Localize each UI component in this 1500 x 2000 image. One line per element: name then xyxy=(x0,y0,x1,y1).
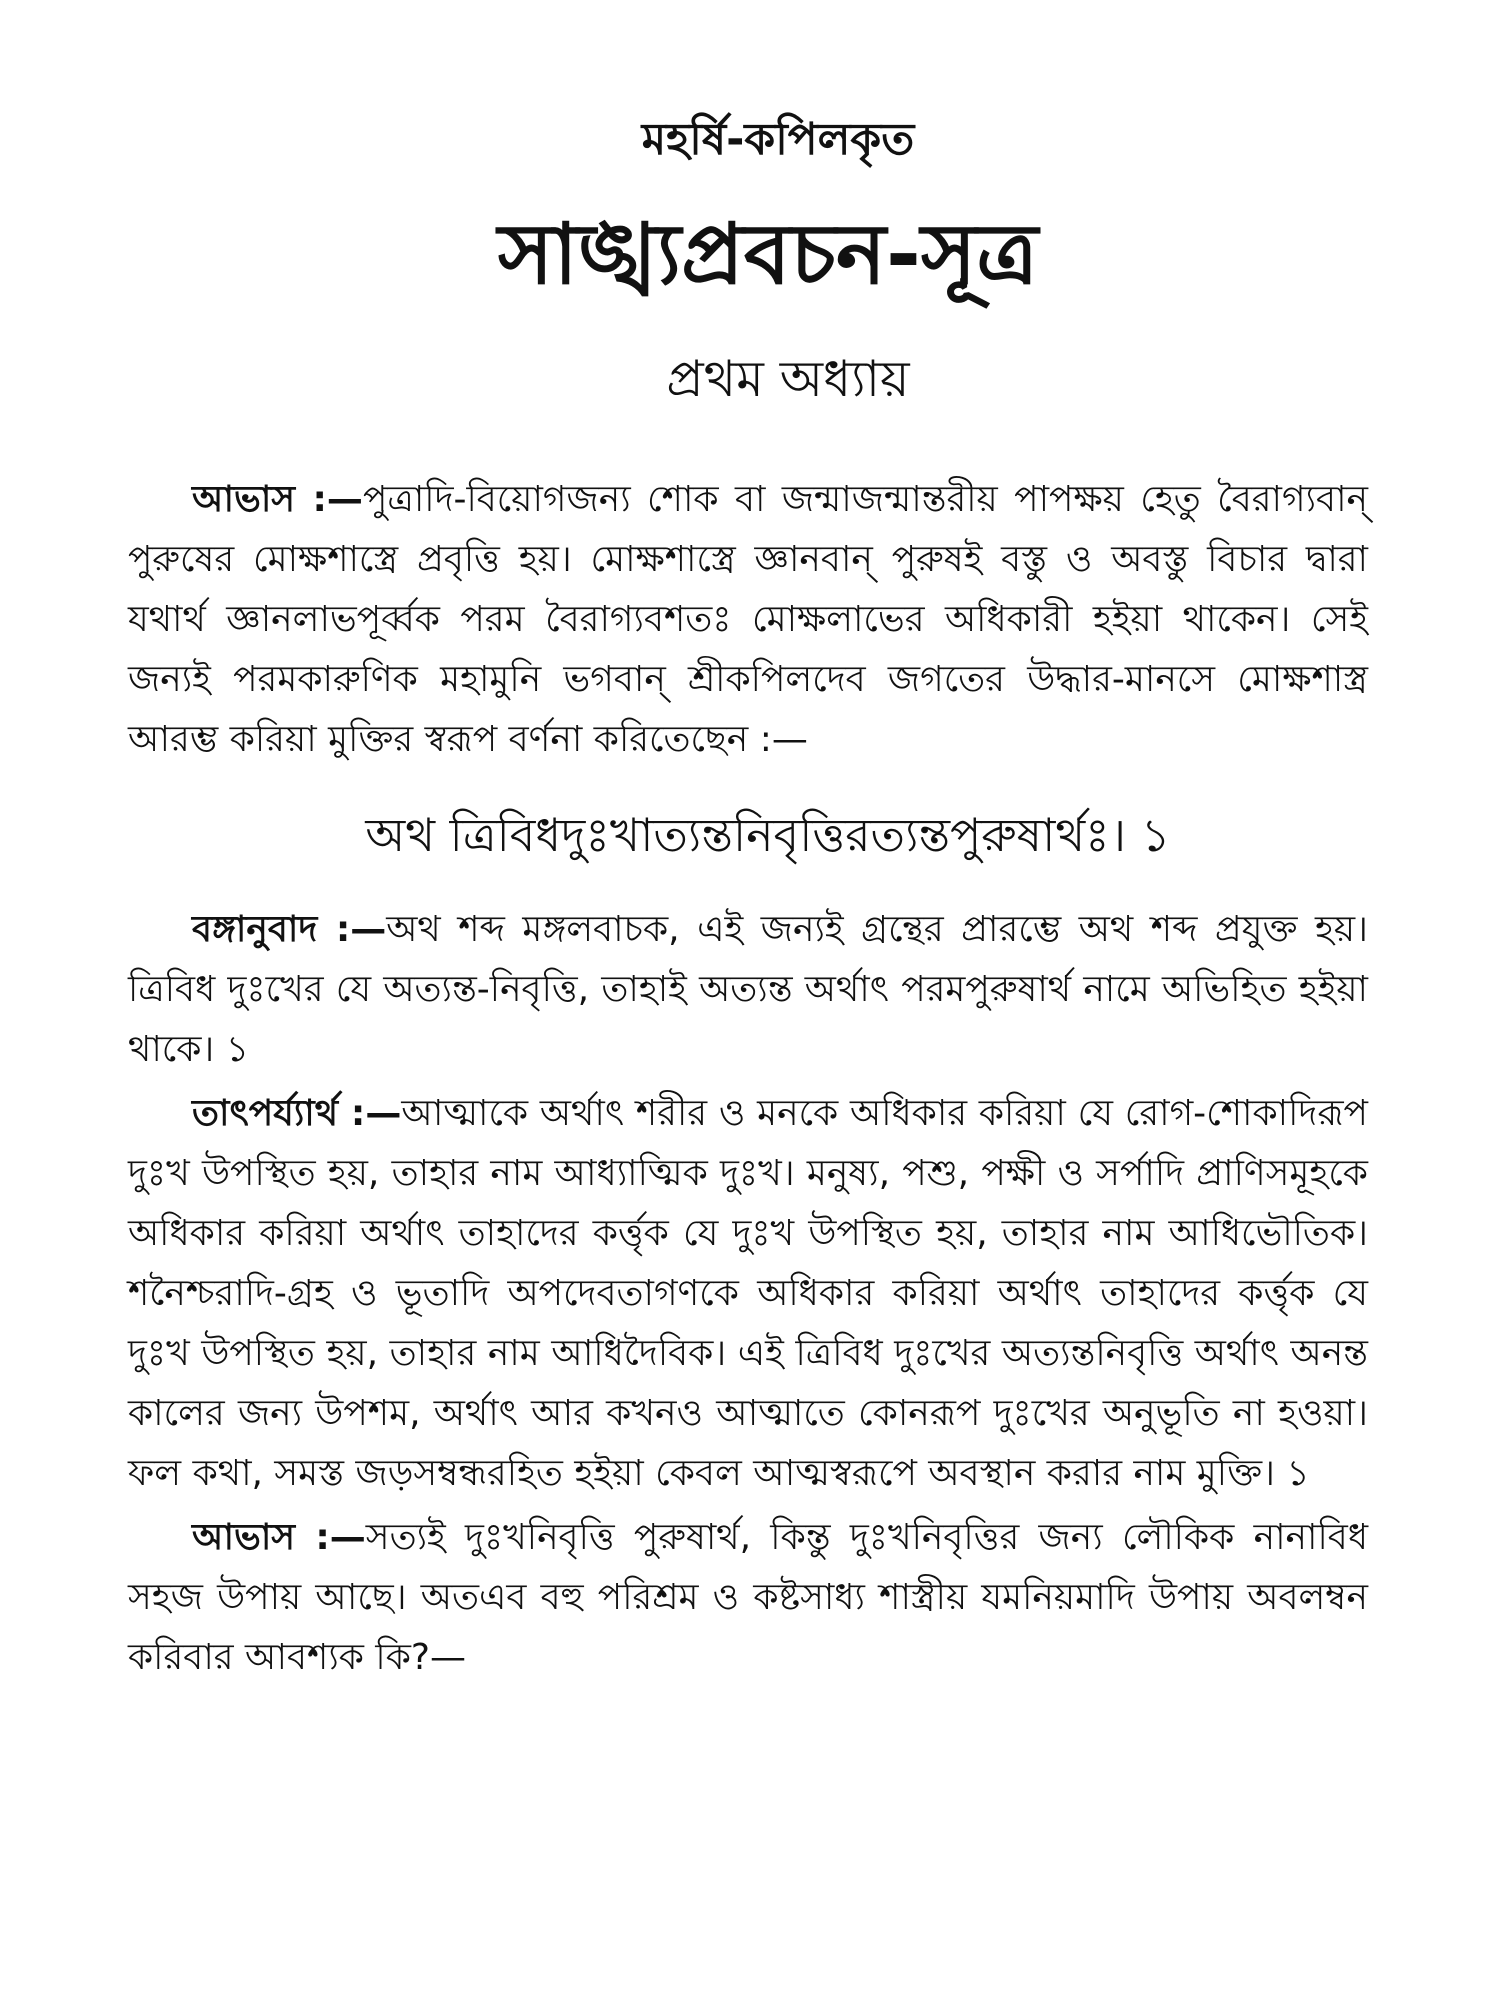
paragraph-label: আভাস :— xyxy=(192,1517,366,1558)
paragraph-abhas-1 xyxy=(128,470,1368,770)
paragraph-text: অথ শব্দ মঙ্গলবাচক, এই জন্যই গ্রন্থের প্রারম্ভে অথ শব্দ প্রযুক্ত হয়। ত্রিবিধ দুঃখের যে অত্যন্ত-নিবৃত্তি, তাহাই অত্যন্ত অর্থাৎ পরমপুরুষার্থ নামে অভিহিত হইয়া থাকে। ১ xyxy=(128,909,1368,1070)
book-subtitle: মহর্ষি-কপিলকৃত xyxy=(641,114,915,165)
paragraph-label: আভাস :— xyxy=(192,479,363,520)
paragraph-abhas-2 xyxy=(128,1508,1368,1688)
paragraph-text: সত্যই দুঃখনিবৃত্তি পুরুষার্থ, কিন্তু দুঃখনিবৃত্তির জন্য লৌকিক নানাবিধ সহজ উপায় আছে। অতএব বহু পরিশ্রম ও কষ্টসাধ্য শাস্ত্রীয় যমনিয়মাদি উপায় অবলম্বন করিবার আবশ্যক কি?— xyxy=(128,1517,1368,1678)
book-title: সাঙ্খ্যপ্রবচন-সূত্র xyxy=(497,205,1039,303)
sutra-verse: অথ ত্রিবিধদুঃখাত্যন্তনিবৃত্তিরত্যন্তপুরুষার্থঃ। ১ xyxy=(365,808,1171,862)
paragraph-meaning xyxy=(128,1084,1368,1504)
paragraph-label: তাৎপর্য্যার্থ :— xyxy=(192,1093,402,1134)
paragraph-text: পুত্রাদি-বিয়োগজন্য শোক বা জন্মাজন্মান্তরীয় পাপক্ষয় হেতু বৈরাগ্যবান্ পুরুষের মোক্ষশাস্ত্রে প্রবৃত্তি হয়। মোক্ষশাস্ত্রে জ্ঞানবান্ পুরুষই বস্তু ও অবস্তু বিচার দ্বারা যথার্থ জ্ঞানলাভপূর্ব্বক পরম বৈরাগ্যবশতঃ মোক্ষলাভের অধিকারী হইয়া থাকেন। সেই জন্যই পরমকারুণিক মহামুনি ভগবান্ শ্রীকপিলদেব জগতের উদ্ধার-মানসে মোক্ষশাস্ত্র আরম্ভ করিয়া মুক্তির স্বরূপ বর্ণনা করিতেছেন :— xyxy=(128,479,1368,760)
paragraph-label: বঙ্গানুবাদ :— xyxy=(192,909,387,950)
document-page xyxy=(128,100,1368,1688)
paragraph-text: আত্মাকে অর্থাৎ শরীর ও মনকে অধিকার করিয়া যে রোগ-শোকাদিরূপ দুঃখ উপস্থিত হয়, তাহার নাম আধ্যাত্মিক দুঃখ। মনুষ্য, পশু, পক্ষী ও সর্পাদি প্রাণিসমূহকে অধিকার করিয়া অর্থাৎ তাহাদের কর্ত্তৃক যে দুঃখ উপস্থিত হয়, তাহার নাম আধিভৌতিক। শনৈশ্চরাদি-গ্রহ ও ভূতাদি অপদেবতাগণকে অধিকার করিয়া অর্থাৎ তাহাদের কর্ত্তৃক যে দুঃখ উপস্থিত হয়, তাহার নাম আধিদৈবিক। এই ত্রিবিধ দুঃখের অত্যন্তনিবৃত্তি অর্থাৎ অনন্ত কালের জন্য উপশম, অর্থাৎ আর কখনও আত্মাতে কোনরূপ দুঃখের অনুভূতি না হওয়া। ফল কথা, সমস্ত জড়সম্বন্ধরহিত হইয়া কেবল আত্মস্বরূপে অবস্থান করার নাম মুক্তি। ১ xyxy=(128,1093,1368,1494)
paragraph-translation xyxy=(128,900,1368,1080)
chapter-heading: প্রথম অধ্যায় xyxy=(666,350,910,408)
